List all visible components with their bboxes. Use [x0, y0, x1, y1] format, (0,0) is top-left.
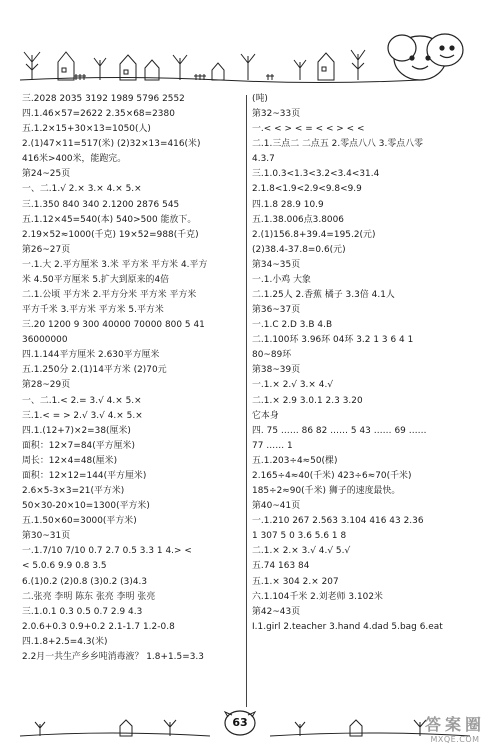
- answer-line: (2)38.4-37.8=0.6(元): [252, 244, 346, 255]
- answer-line: 2.165÷4≈40(千米) 423÷6≈70(千米): [252, 470, 412, 481]
- answer-line: 四.1.46×57=2622 2.35×68=2380: [22, 109, 175, 120]
- answer-line: 三.1.0.3<1.3<3.2<3.4<31.4: [252, 169, 380, 180]
- answer-line: (吨): [252, 94, 268, 104]
- answer-line: 二.1.× 2.9 3.0.1 2.3 3.20: [252, 395, 363, 406]
- answer-line: 二.1.25人 2.香蕉 橘子 3.3倍 4.1人: [252, 290, 395, 301]
- answer-line: 2.19×52≈1000(千克) 19×52=988(千克): [22, 229, 199, 240]
- answer-line: 80~89环: [252, 350, 292, 361]
- site-watermark: [416, 712, 494, 744]
- answer-line: 二.1.100环 3.96环 04环 3.2 1 3 6 4 1: [252, 335, 414, 346]
- right-answer-column: [252, 92, 488, 635]
- answer-line: 三.1.350 840 340 2.1200 2876 545: [22, 199, 180, 210]
- answer-line: 二.1.公顷 平方米 2.平方分米 平方米 平方米: [22, 290, 197, 301]
- top-banner-decoration: [0, 0, 500, 92]
- answer-line: 四.1.144平方厘米 2.630平方厘米: [22, 350, 160, 361]
- answer-line: 四. 75 …… 86 82 …… 5 43 …… 69 ……: [252, 425, 427, 436]
- answer-line: 一、二.1.< 2.= 3.√ 4.× 5.×: [22, 395, 142, 406]
- section-heading: 第24~25页: [22, 169, 71, 180]
- answer-line: 四.1.(12+7)×2=38(厘米): [22, 425, 131, 436]
- answer-line: 一.1.7/10 7/10 0.7 2.7 0.5 3.3 1 4.> <: [22, 546, 192, 557]
- page-number: 63: [232, 716, 248, 729]
- answer-line: 四.1.8 28.9 10.9: [252, 199, 324, 210]
- section-heading: 第38~39页: [252, 365, 301, 376]
- answer-line: 周长：12×4=48(厘米): [22, 455, 118, 466]
- section-heading: 第42~43页: [252, 606, 301, 617]
- section-heading: 第34~35页: [252, 259, 301, 270]
- answer-line: 一.< < > < = < < > < <: [252, 124, 365, 135]
- answer-line: 2.0.6+0.3 0.9+0.2 2.1-1.7 1.2-0.8: [22, 621, 175, 632]
- answer-line: 2.2月一共生产乡乡吨消毒液？ 1.8+1.5=3.3: [22, 651, 204, 662]
- answer-line: 4.3.7: [252, 154, 275, 165]
- answer-line: 面积：12×12=144(平方厘米): [22, 470, 147, 481]
- answer-line: 三.2028 2035 3192 1989 5796 2552: [22, 94, 185, 104]
- answer-line: 三.1.0.1 0.3 0.5 0.7 2.9 4.3: [22, 606, 143, 617]
- answer-line: 6.(1)0.2 (2)0.8 (3)0.2 (3)4.3: [22, 576, 148, 587]
- answer-line: 一.1.× 2.√ 3.× 4.√: [252, 380, 334, 391]
- answer-line: 五.1.12×45=540(本) 540>500 能放下。: [22, 214, 197, 225]
- answer-line: 四.1.8+2.5=4.3(米): [22, 636, 108, 647]
- answer-line: 平方千米 3.平方米 平方米 5.平方米: [22, 305, 164, 316]
- answer-line: 一、二.1.√ 2.× 3.× 4.× 5.×: [22, 184, 142, 195]
- answer-line: 36000000: [22, 335, 68, 346]
- answer-line: 二.1.× 2.× 3.√ 4.√ 5.√: [252, 546, 351, 557]
- answer-line: 416米>400米，能跑完。: [22, 154, 127, 165]
- answer-line: 五.1.× 304 2.× 207: [252, 576, 339, 587]
- answer-line: 五.1.38.006点3.8006: [252, 214, 344, 225]
- column-divider: [246, 95, 247, 707]
- answer-line: 一.1.C 2.D 3.B 4.B: [252, 320, 333, 331]
- answer-line: 面积：12×7=84(平方厘米): [22, 440, 135, 451]
- answer-line: 2.(1)156.8+39.4=195.2(元): [252, 229, 376, 240]
- answer-line: 1 307 5 0 3.6 5.6 1 8: [252, 531, 347, 542]
- answer-line: 六.1.104千米 2.刘老师 3.102米: [252, 591, 383, 602]
- answer-line: 五.1.50×60=3000(平方米): [22, 516, 137, 527]
- answer-line: 三.20 1200 9 300 40000 70000 800 5 41: [22, 320, 205, 331]
- answer-line: 一.1.大 2.平方厘米 3.米 平方米 平方米 4.平方: [22, 259, 208, 270]
- answer-line: 77 …… 1: [252, 440, 293, 451]
- answer-line: 185÷2≈90(千米) 狮子的速度最快。: [252, 486, 401, 497]
- answer-line: 2.6×5-3×3=21(平方米): [22, 486, 125, 497]
- answer-line: < 5.0.6 9.9 0.8 3.5: [22, 561, 107, 572]
- watermark-logo-text: 答案圈: [424, 715, 485, 734]
- answer-line: 一.1.小鸡 大象: [252, 274, 311, 285]
- answer-line: 二.1.三点二 二点五 2.零点八八 3.零点八零: [252, 139, 424, 150]
- section-heading: 第32~33页: [252, 109, 301, 120]
- answer-line: 三.1.< = > 2.√ 3.√ 4.× 5.×: [22, 410, 143, 421]
- section-heading: 第26~27页: [22, 244, 71, 255]
- answer-line: 五.1.203÷4≈50(棵): [252, 455, 338, 466]
- answer-line: 五.1.250分 2.(1)14平方米 (2)70元: [22, 365, 167, 376]
- answer-line: 二.张亮 李明 陈东 张亮 李明 张亮: [22, 591, 156, 602]
- section-heading: 第30~31页: [22, 531, 71, 542]
- section-heading: 第40~41页: [252, 501, 301, 512]
- watermark-url: MXQE.COM: [430, 735, 480, 744]
- answer-line: 五.1.2×15+30×13=1050(人): [22, 124, 151, 135]
- answer-line: 米 4.50平方厘米 5.扩大到原来的4倍: [22, 274, 170, 285]
- left-answer-column: [22, 92, 244, 665]
- section-heading: 第28~29页: [22, 380, 71, 391]
- answer-line: 它本身: [252, 410, 279, 421]
- answer-line: 50×30-20×10=1300(平方米): [22, 501, 150, 512]
- answer-line: Ⅰ.1.girl 2.teacher 3.hand 4.dad 5.bag 6.eat: [252, 621, 443, 632]
- answer-line: 五.74 163 84: [252, 561, 310, 572]
- answer-line: 2.(1)47×11=517(米) (2)32×13=416(米): [22, 139, 201, 150]
- answer-line: 2.1.8<1.9<2.9<9.8<9.9: [252, 184, 362, 195]
- section-heading: 第36~37页: [252, 305, 301, 316]
- answer-line: 一.1.210 267 2.563 3.104 416 43 2.36: [252, 516, 424, 527]
